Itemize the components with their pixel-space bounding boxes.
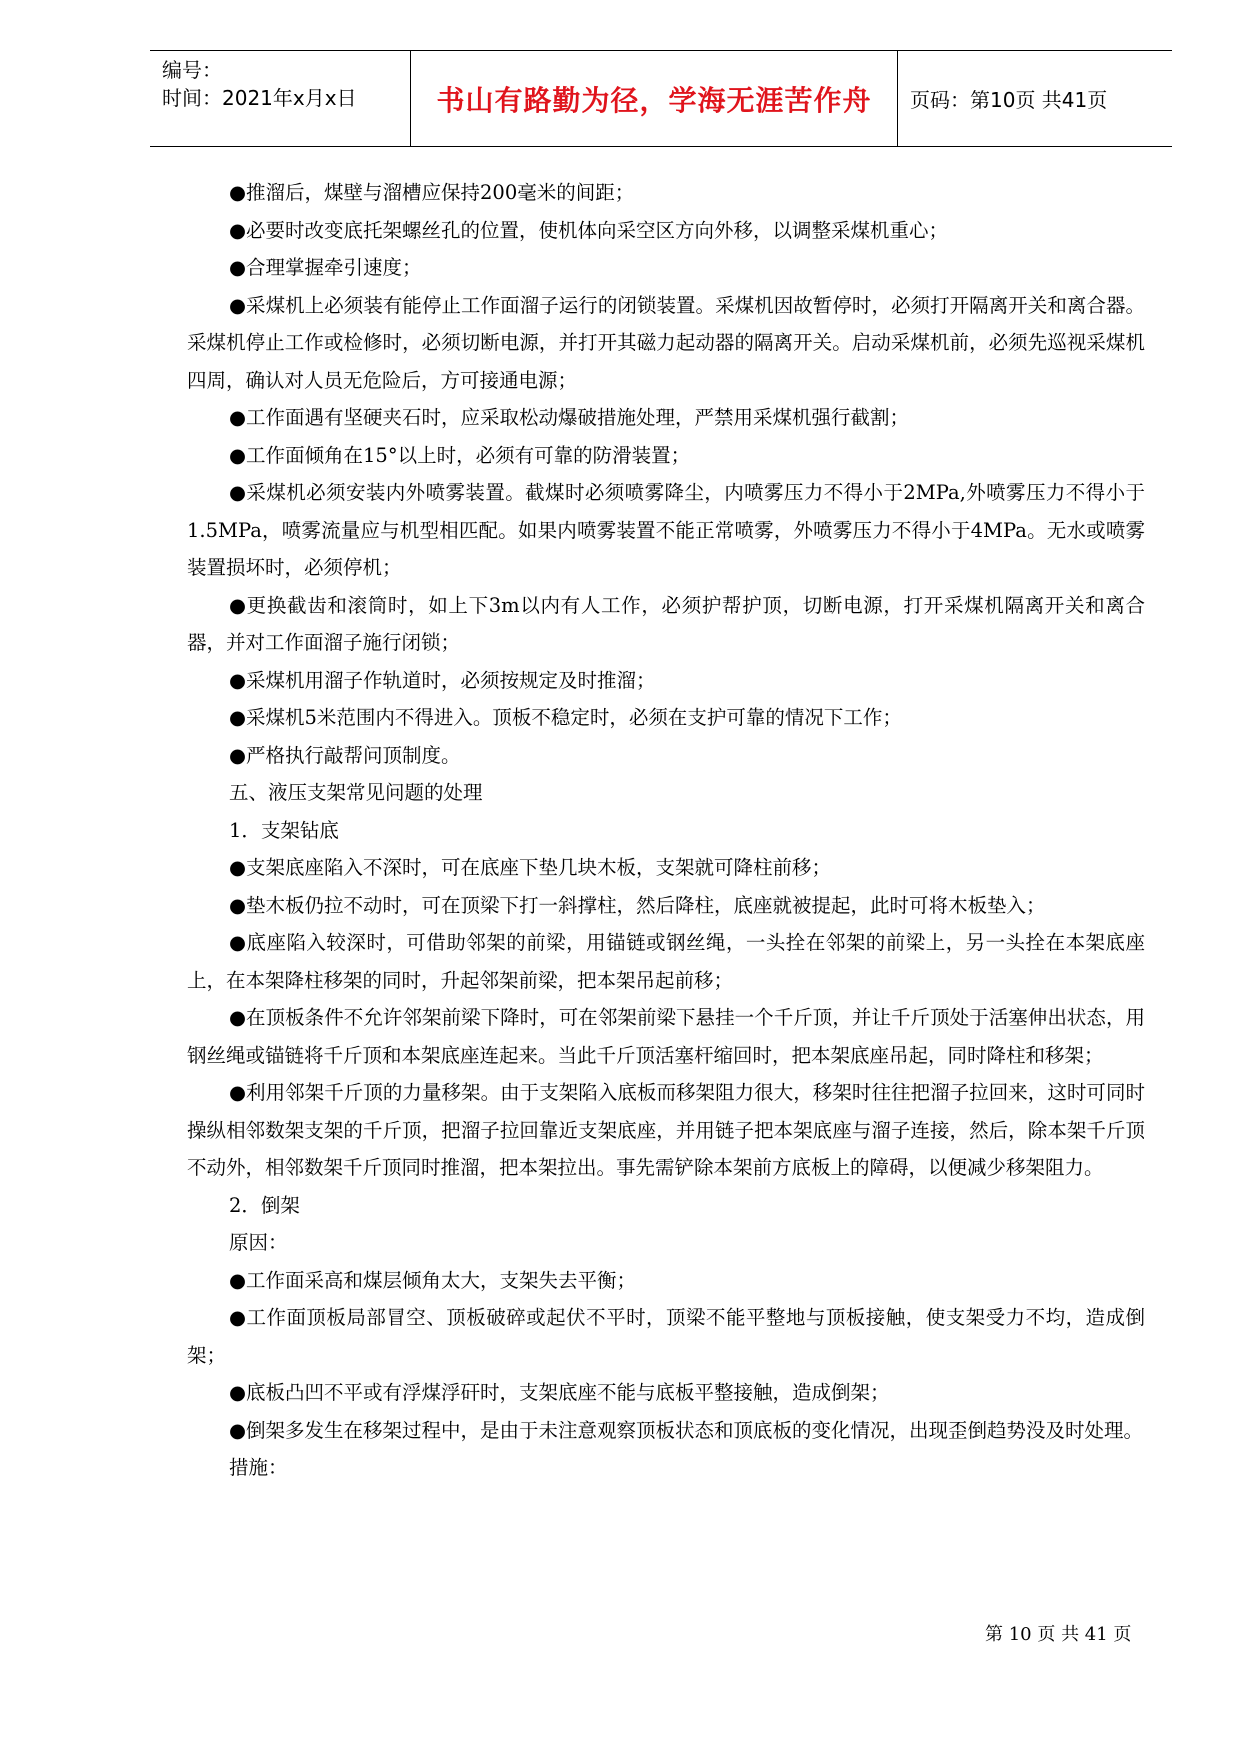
paragraph: ●必要时改变底托架螺丝孔的位置，使机体向采空区方向外移，以调整采煤机重心；	[229, 218, 949, 242]
paragraph: ●采煤机用溜子作轨道时，必须按规定及时推溜；	[229, 668, 656, 692]
paragraph: ●垫木板仍拉不动时，可在顶梁下打一斜撑柱，然后降柱，底座就被提起，此时可将木板垫入；	[229, 893, 1046, 917]
paragraph: ●利用邻架千斤顶的力量移架。由于支架陷入底板而移架阻力很大，移架时往往把溜子拉回来，这时可同时操纵相邻数架支架的千斤顶，把溜子拉回靠近支架底座，并用链子把本架底座与溜子连接，然后，除本架千斤顶不动外，相邻数架千斤顶同时推溜，把本架拉出。事先需铲除本架前方底板上的障碍，以便减少移架阻力。	[187, 1081, 1145, 1179]
page-header	[150, 50, 1172, 147]
paragraph: ●工作面倾角在15°以上时，必须有可靠的防滑装置；	[229, 443, 691, 467]
page-footer: 第 10 页 共 41 页	[985, 1624, 1132, 1645]
paragraph: ●工作面遇有坚硬夹石时，应采取松动爆破措施处理，严禁用采煤机强行截割；	[229, 406, 910, 429]
subsection-heading: 1．支架钻底	[229, 818, 339, 842]
paragraph: ●工作面顶板局部冒空、顶板破碎或起伏不平时，顶梁不能平整地与顶板接触，使支架受力不均，造成倒架；	[187, 1306, 1145, 1367]
paragraph: ●采煤机必须安装内外喷雾装置。截煤时必须喷雾降尘，内喷雾压力不得小于2MPa,外喷雾压力不得小于1.5MPa，喷雾流量应与机型相匹配。如果内喷雾装置不能正常喷雾，外喷雾压力不得小于4MPa。无水或喷雾装置损坏时，必须停机；	[187, 481, 1145, 579]
paragraph: ●在顶板条件不允许邻架前梁下降时，可在邻架前梁下悬挂一个千斤顶，并让千斤顶处于活塞伸出状态，用钢丝绳或锚链将千斤顶和本架底座连起来。当此千斤顶活塞杆缩回时，把本架底座吊起，同时降柱和移架；	[187, 1006, 1145, 1067]
paragraph: 原因：	[229, 1231, 288, 1254]
header-motto: 书山有路勤为径，学海无涯苦作舟	[436, 83, 872, 117]
paragraph: ●合理掌握牵引速度；	[229, 256, 422, 279]
paragraph: ●更换截齿和滚筒时，如上下3m以内有人工作，必须护帮护顶，切断电源，打开采煤机隔离开关和离合器，并对工作面溜子施行闭锁；	[187, 593, 1145, 654]
serial-number-label: 编号：	[162, 58, 222, 82]
header-divider	[897, 51, 898, 146]
paragraph: ●倒架多发生在移架过程中，是由于未注意观察顶板状态和顶底板的变化情况，出现歪倒趋势没及时处理。	[229, 1418, 1144, 1442]
paragraph: ●底座陷入较深时，可借助邻架的前梁，用锚链或钢丝绳，一头拴在邻架的前梁上，另一头拴在本架底座上，在本架降柱移架的同时，升起邻架前梁，把本架吊起前移；	[187, 931, 1145, 992]
paragraph: 措施：	[229, 1456, 288, 1479]
paragraph: ●支架底座陷入不深时，可在底座下垫几块木板，支架就可降柱前移；	[229, 856, 832, 879]
document-body	[187, 174, 1145, 1487]
time-label: 时间：2021年x月x日	[162, 86, 357, 110]
paragraph: ●工作面采高和煤层倾角太大，支架失去平衡；	[229, 1268, 637, 1292]
section-heading: 五、液压支架常见问题的处理	[229, 781, 483, 804]
header-page-number: 页码：第10页 共41页	[910, 88, 1108, 112]
paragraph: ●底板凸凹不平或有浮煤浮矸时，支架底座不能与底板平整接触，造成倒架；	[229, 1381, 890, 1404]
paragraph: ●采煤机5米范围内不得进入。顶板不稳定时，必须在支护可靠的情况下工作；	[229, 706, 902, 729]
paragraph: ●推溜后，煤壁与溜槽应保持200毫米的间距；	[229, 181, 635, 204]
paragraph: ●严格执行敲帮问顶制度。	[229, 743, 461, 767]
subsection-heading: 2．倒架	[229, 1193, 300, 1217]
paragraph: ●采煤机上必须装有能停止工作面溜子运行的闭锁装置。采煤机因故暂停时，必须打开隔离开关和离合器。采煤机停止工作或检修时，必须切断电源，并打开其磁力起动器的隔离开关。启动采煤机前，必须先巡视采煤机四周，确认对人员无危险后，方可接通电源；	[187, 293, 1145, 392]
